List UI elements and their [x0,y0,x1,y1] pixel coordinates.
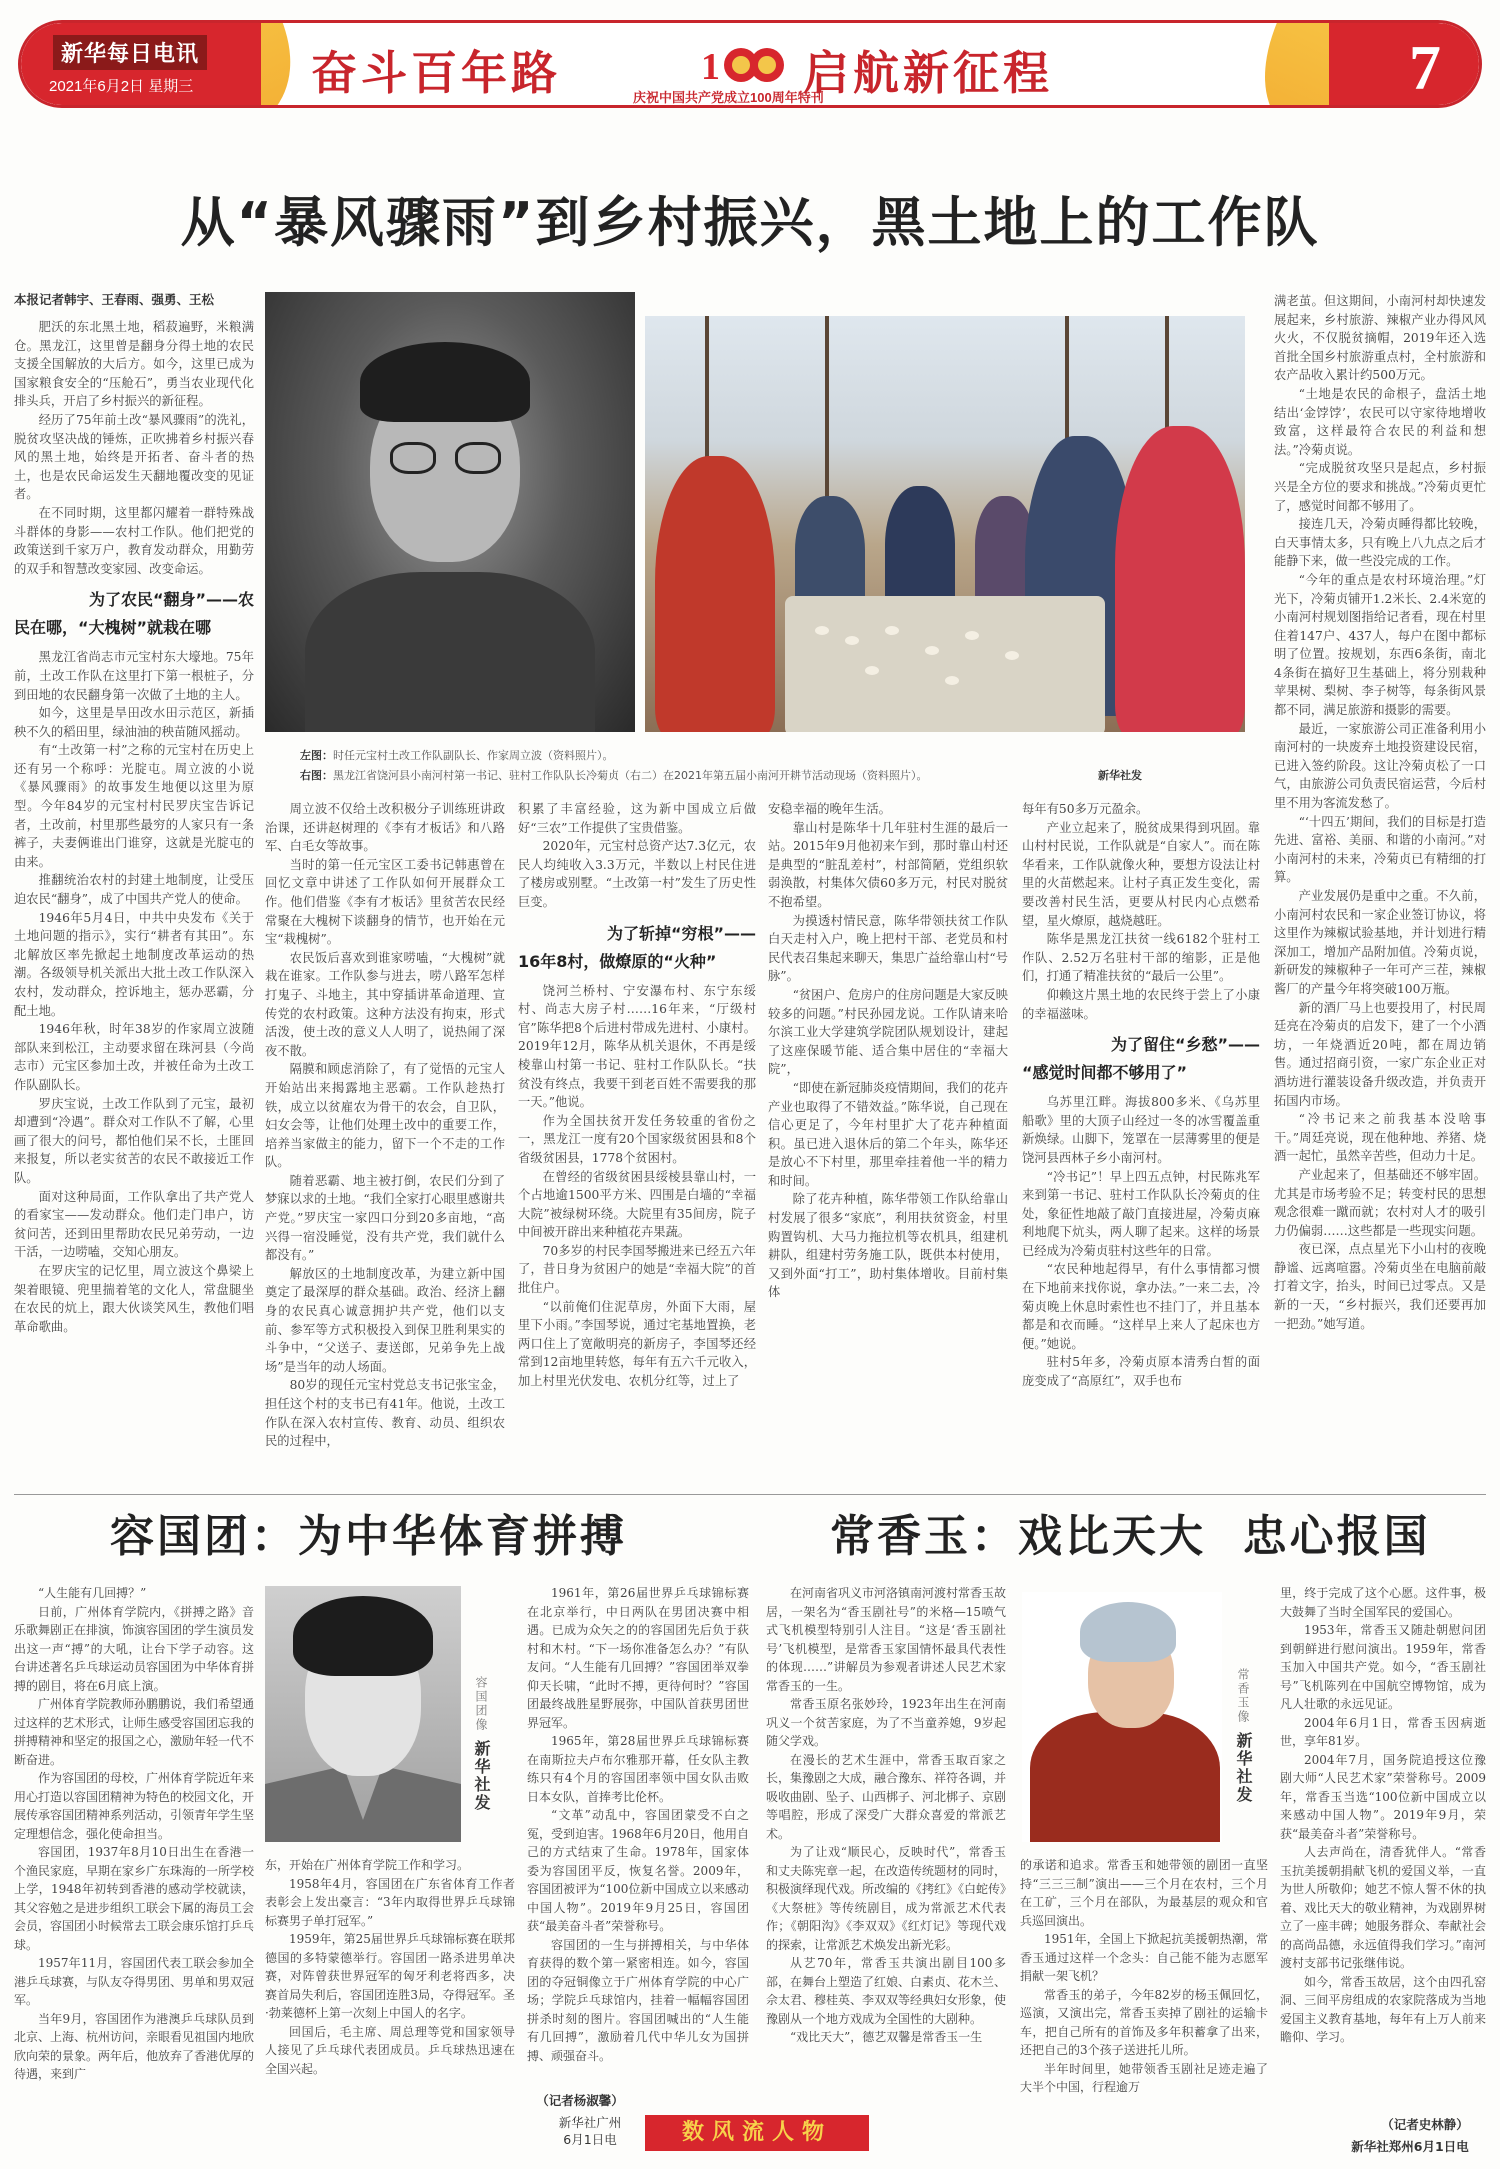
paragraph: 的承诺和追求。常香玉和她带领的剧团一直坚持“三三三制”演出——三个月在农村，三个月在工矿，三个月在部队，为最基层的观众和官兵巡回演出。 [1020,1858,1268,1928]
issue-date: 2021年6月2日 星期三 [49,78,194,95]
paragraph: 1959年，第25届世界乒乓球锦标赛在联邦德国的多特蒙德举行。容国团一路杀进男单决赛，对阵曾获世界冠军的匈牙利老将西多，决赛首局失利后，容国团连胜3局，夺得冠军。圣·勃莱德杯上第一次刻上中国人的名字。 [265,1932,515,2020]
paragraph: 夜已深，点点星光下小山村的夜晚静谧、远离喧嚣。冷菊贞坐在电脑前敲打着文字，抬头，时间已过零点。又是新的一天，“乡村振兴，我们还要再加一把劲。”她写道。 [1274,1242,1486,1331]
paragraph: 回国后，毛主席、周总理等党和国家领导人接见了乒乓球代表团成员。乒乓球热迅速在全国兴起。 [265,2024,515,2076]
paragraph: 在河南省巩义市河洛镇南河渡村常香玉故居，一架名为“香玉剧社号”的米格—15喷气式飞机模型特别引人注目。“这是‘香玉剧社号’飞机模型，是常香玉家国情怀最具代表性的体现……”讲解员为参观者讲述人民艺术家常香玉的一生。 [766,1586,1006,1693]
paragraph: 周立波不仅给土改积极分子训练班讲政治课，还讲赵树理的《李有才板话》和八路军、白毛女等故事。 [265,802,505,854]
main-headline: 从“暴风骤雨”到乡村振兴，黑土地上的工作队 [180,191,1320,254]
paragraph: 安稳幸福的晚年生活。 [768,802,891,816]
paragraph: 1958年4月，容国团在广东省体育工作者表彰会上发出豪言：“3年内取得世界乒乓球锦标赛男子单打冠军。” [265,1876,515,1928]
paragraph: 经历了75年前土改“暴风骤雨”的洗礼，脱贫攻坚决战的锤炼，正吹拂着乡村振兴春风的黑土地，始终是开拓者、奋斗者的热土，也是农民命运发生天翻地覆改变的见证者。 [14,412,254,502]
paragraph: 2004年6月1日，常香玉因病逝世，享年81岁。 [1280,1715,1486,1748]
paragraph: “即使在新冠肺炎疫情期间，我们的花卉产业也取得了不错效益。”陈华说，自己现在信心更足了，今年村里扩大了花卉种植面积。虽已进入退休后的第二个年头，陈华还是放心不下村里，那里牵挂着他一半的精力和时间。 [768,1080,1008,1188]
paragraph: 常香玉的弟子，今年82岁的杨玉佩回忆，巡演，又演出完，常香玉卖掉了剧社的运输卡车，把自己所有的首饰及多年积蓄拿了出来，还把自己的3个孩子送进托儿所。 [1020,1987,1268,2057]
photo-caption: 左图：时任元宝村土改工作队副队长、作家周立波（资料照片）。 右图：黑龙江省饶河县小南河村第一书记、驻村工作队队长冷菊贞（右二）在2021年第五届小南河开耕节活动现场（资料照片）。 新华社发 [300,746,1260,786]
paragraph: 80岁的现任元宝村党总支书记张宝金，担任这个村的支书已有41年。他说，土改工作队在深入农村宣传、教育、动员、组织农民的过程中， [265,1378,505,1449]
photo-xiaonanhe-festival [645,316,1245,732]
paragraph: 2020年，元宝村总资产达7.3亿元，农民人均纯收入3.3万元，半数以上村民住进了楼房或别墅。“土改第一村”发生了历史性巨变。 [518,839,756,909]
paragraph: 在罗庆宝的记忆里，周立波这个鼻梁上架着眼镜、兜里揣着笔的文化人，常盘腿坐在农民的炕上，跟大伙谈笑风生，教他们唱革命歌曲。 [14,1263,254,1334]
dateline-chang: 新华社郑州6月1日电 [1351,2139,1469,2154]
paragraph: 半年时间里，她带领香玉剧社足迹走遍了大半个中国，行程逾万 [1020,2061,1268,2094]
story-title-rong-guotuan: 容国团：为中华体育拼搏 [110,1511,627,1562]
paragraph: “人生能有几回搏？” [38,1586,147,1600]
story-title-chang-xiangyu: 常香玉：戏比天大 忠心报国 [830,1511,1431,1562]
paragraph: 解放区的土地制度改革，为建立新中国奠定了最深厚的群众基础。政治、经济上翻身的农民真心诚意拥护共产党，他们以支前、参军等方式积极投入到保卫胜利果实的斗争中，“父送子、妻送郎，兄弟争先上战场”是当年的动人场面。 [265,1266,505,1374]
paragraph: 饶河兰桥村、宁安瀑布村、东宁东绥村、尚志大房子村……16年来，“厅级村官”陈华把8个后进村带成先进村、小康村。2019年12月，陈华从机关退休，不再是绥棱靠山村第一书记、驻村工作队队长。“扶贫没有终点，我要干到老百姓不需要我的那一天。”他说。 [518,983,756,1110]
paragraph: 当时的第一任元宝区工委书记韩惠曾在回忆文章中讲述了工作队如何开展群众工作。他们借鉴《李有才板话》里贫苦农民经常聚在大槐树下谈翻身的情节，也开始在元宝“栽槐树”。 [265,857,505,947]
paragraph: “以前俺们住泥草房，外面下大雨，屋里下小雨。”李国琴说，通过宅基地置换，老两口住上了宽敞明亮的新房子，李国琴还经常到12亩地里转悠，每年有五六千元收入，加上村里光伏发电、农机分红等，过上了 [518,1299,756,1389]
paragraph: “今年的重点是农村环境治理。”灯光下，冷菊贞铺开1.2米长、2.4米宽的小南河村规划图指给记者看，现在村里住着147户、437人，每户在图中都标明了位置。按规划，东西6条街，南北4条街在搞好卫生基础上，将分别栽种苹果树、梨树、李子树等，每条街风景都不同，满足旅游和摄影的需要。 [1274,572,1486,718]
paragraph: 1946年5月4日，中共中央发布《关于土地问题的指示》，实行“耕者有其田”。东北解放区率先掀起土地制度改革运动的热潮。各级领导机关派出大批土改工作队深入农村，发动群众，控诉地主，惩办恶霸，分配土地。 [14,910,254,1018]
page-number-panel [1329,23,1479,105]
byline: 本报记者韩宇、王春雨、强勇、王松 [14,292,215,307]
paragraph: 1946年秋，时年38岁的作家周立波随部队来到松江，主动要求留在珠河县（今尚志市）元宝区参加土改，并被任命为土改工作队副队长。 [14,1022,254,1092]
paragraph: “戏比天大”，德艺双馨是常香玉一生 [790,2030,983,2044]
paragraph: 作为容国团的母校，广州体育学院近年来用心打造以容国团精神为特色的校园文化，开展传承容国团精神系列活动，引领青年学生坚定理想信念，强化使命担当。 [14,1771,254,1841]
paragraph: 积累了丰富经验，这为新中国成立后做好“三农”工作提供了宝贵借鉴。 [518,802,756,835]
chang-column-1 [766,1584,1006,2164]
article-column-6 [1274,292,1486,1490]
article-column-3 [518,800,756,1490]
section-subhead-3: 为了留住“乡愁”—— “感觉时间都不够用了” [1022,1035,1260,1083]
chang-column-2 [1020,1856,1268,2166]
paragraph: 如今，常香玉故居，这个由四孔窑洞、三间平房组成的农家院落成为当地爱国主义教育基地，每年有上万人前来瞻仰、学习。 [1280,1974,1486,2044]
paragraph: “贫困户、危房户的住房问题是大家反映较多的问题。”村民孙园龙说。工作队请来哈尔滨工业大学建筑学院团队规划设计，建起了这座保暖节能、适合集中居住的“幸福大院”， [768,987,1008,1077]
paragraph: “完成脱贫攻坚只是起点，乡村振兴是全方位的要求和挑战。”冷菊贞更忙了，感觉时间都不够用了。 [1274,461,1486,513]
photo-rong-guotuan [265,1586,461,1842]
paragraph: 里，终于完成了这个心愿。这件事，极大鼓舞了当时全国军民的爱国心。 [1280,1586,1486,1619]
paragraph: 隔膜和顾虑消除了，有了觉悟的元宝人开始站出来揭露地主恶霸。工作队趁热打铁，成立以贫雇农为骨干的农会，自卫队，妇女会等，让他们处理土改中的重要工作，培养当家做主的能力，留下一个不走的工作队。 [265,1062,505,1170]
paragraph: “冷书记来之前我基本没啥事干。”周廷亮说，现在他种地、养猪、烧酒一起忙，虽然辛苦些，但动力十足。 [1274,1112,1486,1164]
party-100-anniversary-icon [701,45,785,85]
paragraph: “文革”动乱中，容国团蒙受不白之冤，受到迫害。1968年6月20日，他用自己的方式结束了生命。1978年，国家体委为容国团平反，恢复名誉。2009年，容国团被评为“100位新中国成立以来感动中国人物”。2019年9月25日，容国团获“最美奋斗者”荣誉称号。 [527,1808,749,1933]
rong-column-1 [14,1584,254,2169]
paragraph: 肥沃的东北黑土地，稻菽遍野，米粮满仓。黑龙江，这里曾是翻身分得土地的农民支援全国解放的大后方。如今，这里已成为国家粮食安全的“压舱石”，勇当农业现代化排头兵，开启了乡村振兴的新征程。 [14,320,254,409]
chang-column-3 [1280,1584,1486,2104]
article-column-1 [14,318,254,1488]
photo-caption-chang: 常香玉像新华社发 [1234,1668,1253,1804]
paragraph: 在曾经的省级贫困县绥棱县靠山村，一个占地逾1500平方米、四围是白墙的“幸福大院”被绿树环绕。大院里有35间房，院子中间被开辟出来种植花卉果蔬。 [518,1169,756,1240]
paragraph: 靠山村是陈华十几年驻村生涯的最后一站。2015年9月他初来乍到，那时靠山村还是典型的“脏乱差村”，村部简陋，党组织软弱涣散，村集体欠债60多万元，村民对脱贫不抱希望。 [768,820,1008,909]
paragraph: 罗庆宝说，土改工作队到了元宝，最初却遭到“冷遇”。群众对工作队不了解，心里画了很大的问号，都怕他们呆不长，土匪回来报复，所以老实贫苦的农民不敢接近工作队。 [14,1096,254,1185]
rong-column-2 [265,1856,515,2166]
paragraph: 1957年11月，容国团代表工联会参加全港乒乓球赛，与队友夺得男团、男单和男双冠军。 [14,1956,254,2007]
svg-text:1: 1 [701,46,720,85]
paragraph: 作为全国扶贫开发任务较重的省份之一，黑龙江一度有20个国家级贫困县和8个省级贫困县，1778个贫困村。 [518,1113,756,1165]
paragraph: 广州体育学院教师孙鹏鹏说，我们希望通过这样的艺术形式，让师生感受容国团忘我的拼搏精神和坚定的报国之心，激励年轻一代不断奋进。 [14,1697,254,1767]
paragraph: 新的酒厂马上也要投用了，村民周廷亮在冷菊贞的启发下，建了一个小酒坊，一年烧酒近20吨，都在周边销售。通过招商引资，一家广东企业正对酒坊进行灌装设备升级改造，并负责开拓国内市场。 [1274,1000,1486,1108]
paragraph: 1965年，第28届世界乒乓球锦标赛在南斯拉夫卢布尔雅那开幕，任女队主教练只有4个月的容国团率领中国女队击败日本女队，首捧考比伦杯。 [527,1734,749,1804]
paragraph: 从艺70年，常香玉共演出剧目100多部，在舞台上塑造了红娘、白素贞、花木兰、佘太君、穆桂英、李双双等经典妇女形象，使豫剧从一个地方戏成为全国性的大剧种。 [766,1956,1006,2026]
brand-name: 新华每日电讯 [61,41,200,67]
paragraph: 在不同时期，这里都闪耀着一群特殊战斗群体的身影——农村工作队。他们把党的政策送到千家万户，教育发动群众，用勤劳的双手和智慧改变家园、改变命运。 [14,505,254,576]
paragraph: 面对这种局面，工作队拿出了共产党人的看家宝——发动群众。他们走门串户，访贫问苦，还到田里帮助农民兄弟劳动，一边干活，一边唠嗑，交知心朋友。 [14,1189,254,1260]
paragraph: 产业立起来了，脱贫成果得到巩固。靠山村村民说，工作队就是“自家人”。而在陈华看来，工作队就像火种，要想方设法让村里的火苗燃起来。让村子真正发生变化，需要改善村民生活，更要从村民内心点燃希望，星火燎原，越烧越旺。 [1022,820,1260,928]
article-column-5 [1022,800,1260,1490]
article-column-2 [265,800,505,1490]
section-subhead-2: 为了斩掉“穷根”—— 16年8村，做燎原的“火种” [518,923,756,971]
masthead [18,20,1482,108]
paragraph: 1953年，常香玉又随赴朝慰问团到朝鲜进行慰问演出。1959年，常香玉加入中国共产党。如今，“香玉剧社号”飞机陈列在中国航空博物馆，成为凡人壮歌的永远见证。 [1280,1623,1486,1711]
paragraph: 随着恶霸、地主被打倒，农民们分到了梦寐以求的土地。“我们全家打心眼里感谢共产党。”罗庆宝一家四口分到20多亩地，“高兴得一宿没睡觉，没有共产党，我们就什么都没有。” [265,1173,505,1263]
paragraph: 为了让戏“顺民心，反映时代”，常香玉和丈夫陈宪章一起，在改造传统题材的同时，积极演绎现代戏。所改编的《拷红》《白蛇传》《大祭桩》等传统剧目，成为常派艺术代表作；《朝阳沟》《李双双》《红灯记》等现代戏的探索，让常派艺术焕发出新光彩。 [766,1845,1006,1952]
paragraph: 人去声尚在，清香犹伴人。“常香玉抗美援朝捐献飞机的爱国义举，一直为世人所敬仰；她艺不惊人誓不休的执着、戏比天大的敬业精神，为戏剧界树立了一座丰碑；她服务群众、奉献社会的高尚品德，永远值得我们学习。”南河渡村支部书记张继伟说。 [1280,1845,1486,1970]
photo-caption-rong: 容国团像新华社发 [472,1676,491,1812]
paragraph: “土地是农民的命根子，盘活土地结出‘金饽饽’，农民可以守家待地增收致富，这样最符合农民的利益和想法。”冷菊贞说。 [1274,386,1486,457]
paragraph: 接连几天，冷菊贞睡得都比较晚，白天事情太多，只有晚上八九点之后才能静下来，做一些没完成的工作。 [1274,517,1486,569]
paragraph: 1951年，全国上下掀起抗美援朝热潮，常香玉通过这样一个念头：自己能不能为志愿军捐献一架飞机？ [1020,1932,1268,1983]
paragraph: 当年9月，容国团作为港澳乒乓球队员到北京、上海、杭州访问，亲眼看见祖国内地欣欣向荣的景象。两年后，他放弃了香港优厚的待遇，来到广 [14,2011,254,2081]
photo-zhou-libo [265,292,635,732]
dateline-rong: 新华社广州 6月1日电 [558,2115,622,2147]
photo-chang-xiangyu [1022,1592,1222,1842]
article-column-4 [768,800,1008,1490]
paragraph: 如今，这里是旱田改水田示范区，新插秧不久的稻田里，绿油油的秧苗随风摇动。 [14,706,254,739]
paragraph: 东，开始在广州体育学院工作和学习。 [265,1858,470,1872]
page-number: 7 [1409,32,1441,103]
paragraph: 在漫长的艺术生涯中，常香玉取百家之长，集豫剧之大成，融合豫东、祥符各调，并吸收曲剧、坠子、山西梆子、河北梆子、京剧等唱腔，形成了深受广大群众喜爱的常派艺术。 [766,1752,1006,1841]
section-divider [14,1494,1486,1495]
section-tag: 数风流人物 [645,2115,869,2151]
banner-subtitle: 庆祝中国共产党成立100周年特刊 [633,90,824,105]
paragraph: 2004年7月，国务院追授这位豫剧大师“人民艺术家”荣誉称号。2009年，常香玉当选“100位新中国成立以来感动中国人物”。2019年9月，荣获“最美奋斗者”荣誉称号。 [1280,1752,1486,1841]
paragraph: 除了花卉种植，陈华带领工作队给靠山村发展了很多“家底”，利用扶贫资金，村里购置钩机、大马力拖拉机等农机具，组建机耕队，组建村劳务施工队，既供本村使用，又到外面“打工”，助村集体增收。目前村集体 [768,1192,1008,1300]
paragraph: 容国团，1937年8月10日出生在香港一个渔民家庭，早期在家乡广东珠海的一所学校上学，1948年初转到香港的感动学校就读，其父容勉之是进步组织工联会下属的海员工会会员，容国团小时候常去工联会康乐馆打乒乓球。 [14,1845,254,1952]
brand-logo [53,35,207,70]
paragraph: 乌苏里江畔。海拔800多米、《乌苏里船歌》里的大顶子山经过一冬的冰雪覆盖重新焕绿。山脚下，笼罩在一层薄雾里的便是饶河县西林子乡小南河村。 [1022,1095,1260,1165]
paragraph: 驻村5年多，冷菊贞原本清秀白皙的面庞变成了“高原红”，双手也布 [1022,1355,1260,1389]
paragraph: “冷书记”！早上四五点钟，村民陈兆军来到第一书记、驻村工作队队长冷菊贞的住处，象征性地敲了敲门直接进屋，冷菊贞麻利地爬下炕头，两人聊了起来。这样的场景已经成为冷菊贞驻村这些年的日常。 [1022,1169,1260,1258]
rong-column-3 [527,1584,749,2084]
paragraph: 常香玉原名张妙玲，1923年出生在河南巩义一个贫苦家庭，为了不当童养媳，9岁起随父学戏。 [766,1697,1006,1748]
paragraph: 为摸透村情民意，陈华带领扶贫工作队白天走村入户，晚上把村干部、老党员和村民代表召集起来聊天，集思广益给靠山村“号脉”。 [768,913,1008,984]
paragraph: “‘十四五’期间，我们的目标是打造先进、富裕、美丽、和谐的小南河。”对小南河村的未来，冷菊贞已有精细的打算。 [1274,814,1486,885]
paragraph: 70多岁的村民李国琴搬进来已经五六年了，昔日身为贫困户的她是“幸福大院”的首批住户。 [518,1243,756,1296]
paragraph: 1961年，第26届世界乒乓球锦标赛在北京举行，中日两队在男团决赛中相遇。已成为众矢之的的容国团先后负于荻村和木村。“下一场你准备怎么办？”有队友问。“人生能有几回搏？”容国团举双拳仰天长啸，“此时不搏，更待何时？”容国团最终战胜星野展弥，中国队首获男团世界冠军。 [527,1586,749,1730]
paragraph: 有“土改第一村”之称的元宝村在历史上还有另一个称呼：光腚屯。周立波的小说《暴风骤雨》的故事发生地便以这里为原型。今年84岁的元宝村村民罗庆宝告诉记者，土改前，村里那些最穷的人家只有一条裤子，夫妻俩谁出门谁穿，这就是光腚屯的由来。 [14,743,254,869]
paragraph: 容国团的一生与拼搏相关，与中华体育获得的数个第一紧密相连。如今，容国团的夺冠铜像立于广州体育学院的中心广场；学院乒乓球馆内，挂着一幅幅容国团拼杀时刻的图片。容国团喊出的“人生能有几回搏”，激励着几代中华儿女为国拼搏、顽强奋斗。 [527,1937,749,2063]
paragraph: 产业起来了，但基础还不够牢固。尤其是市场考验不足；转变村民的思想观念很难一蹴而就；农村对人才的吸引力仍偏弱……这些都是一些现实问题。 [1274,1167,1486,1238]
paragraph: 陈华是黑龙江扶贫一线6182个驻村工作队、2.52万名驻村干部的缩影，正是他们，打通了精准扶贫的“最后一公里”。 [1022,932,1260,984]
reporter-chang: （记者史林静） [1381,2117,1469,2132]
banner-title-left: 奋斗百年路 [311,46,561,100]
paragraph: 农民饭后喜欢到谁家唠嗑，“大槐树”就栽在谁家。工作队参与进去，唠八路军怎样打鬼子、斗地主，其中穿插讲革命道理、宣传党的农村政策。这种方法没有拘束，形式活泼，使土改的意义人人明了，说热闹了深夜不散。 [265,950,505,1058]
paragraph: 最近，一家旅游公司正准备利用小南河村的一块废弃土地投资建设民宿，已进入签约阶段。这让冷菊贞松了一口气，由旅游公司负责民宿运营，今后村里不用为客流发愁了。 [1274,721,1486,811]
paragraph: 每年有50多万元盈余。 [1022,802,1149,816]
paragraph: 产业发展仍是重中之重。不久前，小南河村农民和一家企业签订协议，将这里作为辣椒试验基地，并计划进行精深加工，增加产品附加值。冷菊贞说，新研发的辣椒种子一年可产三茬，辣椒酱厂的产量今年将突破100万瓶。 [1274,889,1486,996]
banner-title-right: 启航新征程 [803,46,1053,100]
paragraph: “农民种地起得早，有什么事情都习惯在下地前来找你说，拿办法。”一来二去，冷菊贞晚上休息时索性也不挂门了，并且基本都是和衣而睡。“这样早上来人了起床也方便。”她说。 [1022,1262,1260,1351]
photo-credit: 新华社发 [1098,769,1142,782]
paragraph: 日前，广州体育学院内，《拼搏之路》音乐歌舞剧正在排演，饰演容国团的学生演员发出这一声“搏”的大吼，让台下学子动容。这台讲述著名乒乓球运动员容国团为中华体育拼搏的剧目，将在6月底上演。 [14,1604,254,1693]
paragraph: 推翻统治农村的封建土地制度，让受压迫农民“翻身”，成了中国共产党人的使命。 [14,873,254,907]
paragraph: 满老茧。但这期间，小南河村却快速发展起来，乡村旅游、辣椒产业办得风风火火，不仅脱贫摘帽，2019年还入选首批全国乡村旅游重点村，全村旅游和农产品收入累计约500万元。 [1274,294,1486,383]
section-subhead-1: 为了农民“翻身”——农 民在哪，“大槐树”就栽在哪 [14,590,254,638]
paragraph: 黑龙江省尚志市元宝村东大壕地。75年前，土改工作队在这里打下第一根桩子，分到田地的农民翻身第一次做了土地的主人。 [14,650,254,702]
paragraph: 仰赖这片黑土地的农民终于尝上了小康的幸福滋味。 [1022,987,1260,1021]
reporter-rong: （记者杨淑馨） [536,2093,624,2108]
